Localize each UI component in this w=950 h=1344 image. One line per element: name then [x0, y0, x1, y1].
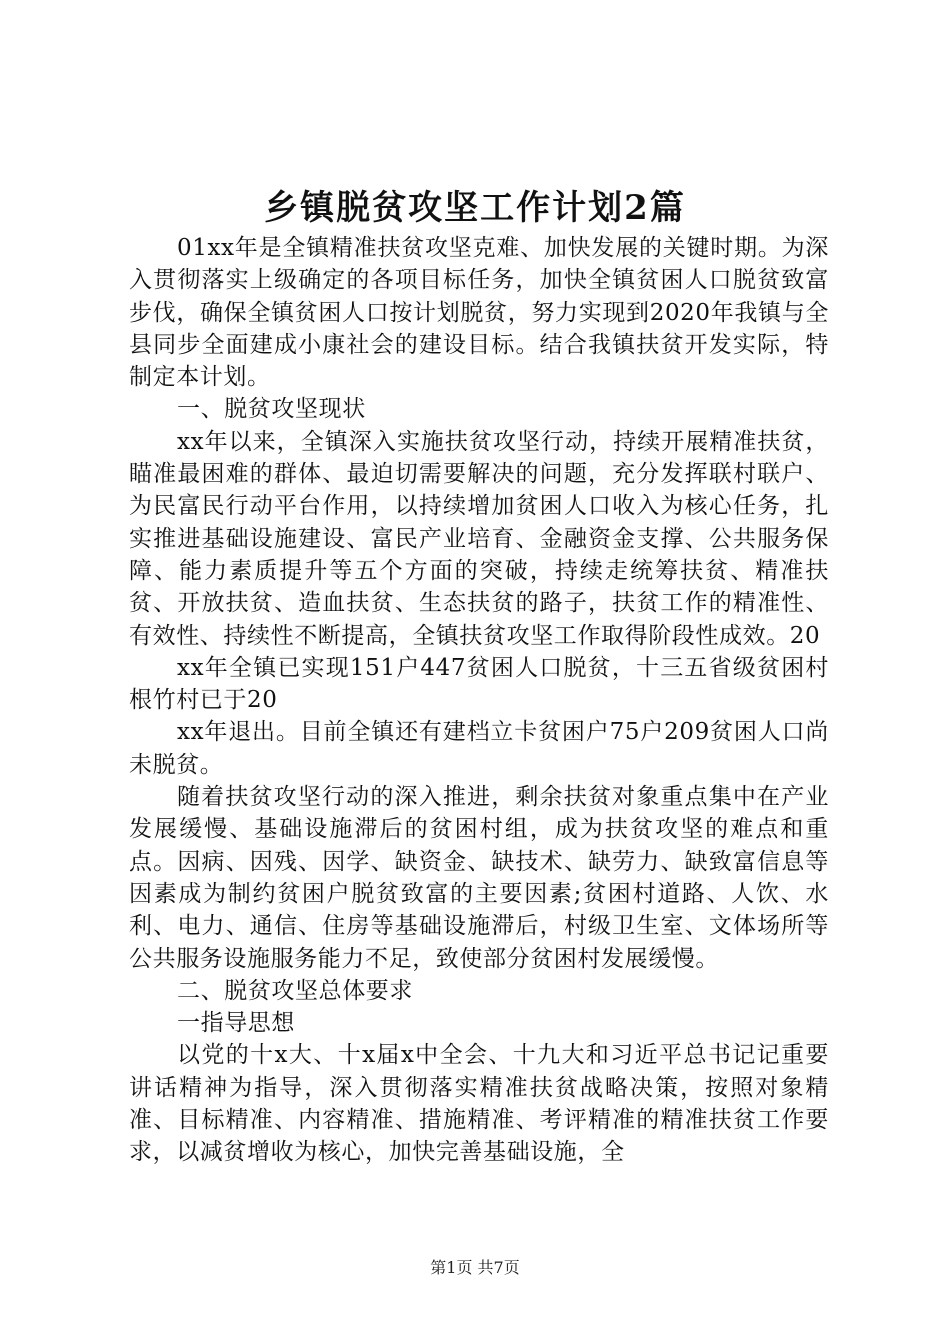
paragraph-intro: 01xx年是全镇精准扶贫攻坚克难、加快发展的关键时期。为深入贯彻落实上级确定的各项目标任务，加快全镇贫困人口脱贫致富步伐，确保全镇贫困人口按计划脱贫，努力实现到2020年我镇与全县同步全面建成小康社会的建设目标。结合我镇扶贫开发实际，特制定本计划。	[129, 235, 829, 391]
paragraph-progress: xx年全镇已实现151户447贫困人口脱贫，十三五省级贫困村根竹村已于20	[129, 654, 829, 714]
document-body	[129, 232, 829, 1169]
paragraph-remaining: xx年退出。目前全镇还有建档立卡贫困户75户209贫困人口尚未脱贫。	[129, 719, 829, 778]
document-title: 乡镇脱贫攻坚工作计划2篇	[264, 188, 686, 228]
paragraph-guiding-ideology: 以党的十x大、十x届x中全会、十九大和习近平总书记记重要讲话精神为指导，深入贯彻落实精准扶贫战略决策，按照对象精准、目标精准、内容精准、措施精准、考评精准的精准扶贫工作要求，以减贫增收为核心，加快完善基础设施，全	[129, 1042, 829, 1166]
section-heading-status: 一、脱贫攻坚现状	[177, 396, 366, 423]
section-heading-requirements: 二、脱贫攻坚总体要求	[177, 977, 413, 1004]
subheading-guiding-ideology: 一指导思想	[177, 1010, 295, 1037]
paragraph-status: xx年以来，全镇深入实施扶贫攻坚行动，持续开展精准扶贫，瞄准最困难的群体、最迫切需要解决的问题，充分发挥联村联户、为民富民行动平台作用，以持续增加贫困人口收入为核心任务，扎实推进基础设施建设、富民产业培育、金融资金支撑、公共服务保障、能力素质提升等五个方面的突破，持续走统筹扶贫、精准扶贫、开放扶贫、造血扶贫、生态扶贫的路子，扶贫工作的精准性、有效性、持续性不断提高，全镇扶贫攻坚工作取得阶段性成效。20	[129, 428, 829, 649]
paragraph-difficulties: 随着扶贫攻坚行动的深入推进，剩余扶贫对象重点集中在产业发展缓慢、基础设施滞后的贫困村组，成为扶贫攻坚的难点和重点。因病、因残、因学、缺资金、缺技术、缺劳力、缺致富信息等因素成为制约贫困户脱贫致富的主要因素;贫困村道路、人饮、水利、电力、通信、住房等基础设施滞后，村级卫生室、文体场所等公共服务设施服务能力不足，致使部分贫困村发展缓慢。	[129, 784, 829, 972]
page-footer: 第1页 共7页	[430, 1258, 520, 1277]
